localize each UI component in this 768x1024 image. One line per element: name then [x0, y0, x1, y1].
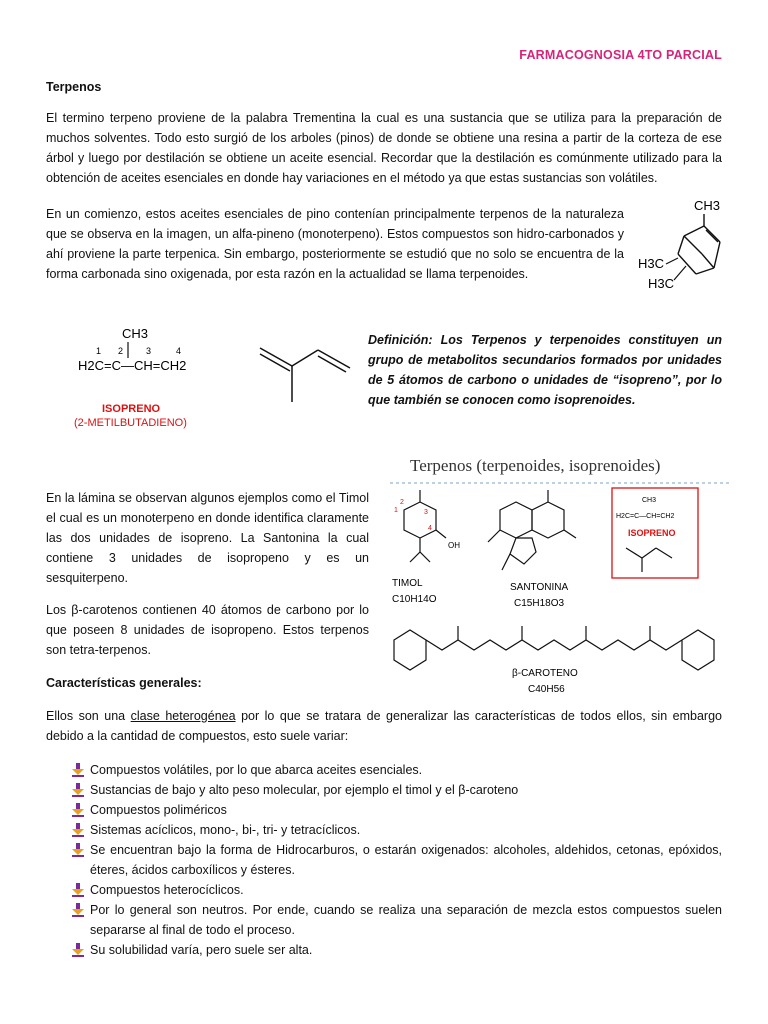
arrow-bullet-icon [72, 803, 84, 817]
section-title: Terpenos [46, 80, 102, 94]
isoprene-num-3: 3 [146, 346, 152, 356]
timol-formula: C10H14O [392, 594, 437, 605]
list-item: Compuestos volátiles, por lo que abarca aceites esenciales. [72, 760, 722, 780]
paragraph-characteristics [46, 706, 722, 746]
clase-heterogenea-link[interactable]: clase heterogénea [130, 709, 236, 723]
pinene-ch3-top: CH3 [694, 198, 721, 213]
isoprene-num-2: 2 [118, 346, 124, 356]
list-item: Sustancias de bajo y alto peso molecular, por ejemplo el timol y el β-caroteno [72, 780, 722, 800]
santonina-structure [488, 490, 576, 570]
arrow-bullet-icon [72, 903, 84, 917]
list-item: Compuestos poliméricos [72, 800, 722, 820]
beta-carotene-structure [394, 626, 714, 670]
arrow-bullet-icon [72, 943, 84, 957]
list-item: Por lo general son neutros. Por ende, cuando se realiza una separación de mezcla estos compuestos suelen separarse al final de todo el proceso. [72, 900, 722, 940]
isoprene-num-4: 4 [176, 346, 182, 356]
isoprene-ch3: CH3 [122, 326, 149, 341]
list-item: Sistemas acíclicos, mono-, bi-, tri- y tetracíclicos. [72, 820, 722, 840]
carotene-label: β-CAROTENO [512, 668, 578, 679]
paragraph-carotene: Los β-carotenos contienen 40 átomos de carbono por lo que poseen 8 unidades de isopropeno. Estos terpenos son tetra-terpenos. [46, 603, 369, 657]
definition-text: Definición: Los Terpenos y terpenoides constituyen un grupo de metabolitos secundarios formados por unidades de 5 átomos de carbono o unidades de “isopreno”, por lo que también se conocen como isoprenoides. [368, 333, 722, 407]
characteristics-list [72, 760, 722, 960]
box-formula: H2C=C—CH=CH2 [616, 513, 675, 520]
arrow-bullet-icon [72, 823, 84, 837]
isoprene-formula: H2C=C—CH=CH2 [78, 358, 187, 373]
paragraph-pinene: En un comienzo, estos aceites esenciales de pino contenían principalmente terpenos de la naturaleza que se observa en la imagen, un alfa-pineno (monoterpeno). Estos compuestos son hidro-carbonados y ahí proviene la parte terpenica. Sin embargo, posteriormente se estudió que no solo se encuentra de la forma carbonada sino oxigenada, por esta razón en la actualidad se llama terpenoides. [46, 207, 624, 281]
box-isopreno-label: ISOPRENO [628, 528, 676, 538]
isoprene-num-1: 1 [96, 346, 102, 356]
pinene-h3c-1: H3C [638, 256, 665, 271]
list-item: Su solubilidad varía, pero suele ser alta. [72, 940, 722, 960]
pinene-h3c-2: H3C [648, 276, 675, 291]
figure-title: Terpenos (terpenoides, isoprenoides) [410, 456, 661, 475]
list-item: Compuestos heterocíclicos. [72, 880, 722, 900]
isoprene-name: ISOPRENO [102, 403, 161, 415]
paragraph-intro: El termino terpeno proviene de la palabra Trementina la cual es una sustancia que se utiliza para la preparación de muchos solventes. Todo esto surgió de los arboles (pinos) de donde se obtiene una resina a partir de la corteza de ese árbol y luego por destilación se obtiene un aceite esencial. Recordar que la destilación es comúnmente utilizado para la obtención de aceites esenciales en donde hay variaciones en el método ya que estas sustancias son volátiles. [46, 111, 722, 185]
timol-oh: OH [448, 541, 460, 550]
arrow-bullet-icon [72, 763, 84, 777]
p5-end: por lo que se tratara de generalizar las características de todos ellos, sin embargo debido a la cantidad de compuestos, esto suele variar: [46, 709, 723, 743]
timol-num-3: 3 [424, 509, 428, 516]
alpha-pinene-structure [628, 196, 728, 292]
p5-start: Ellos son una [46, 709, 131, 723]
timol-label: TIMOL [392, 578, 423, 589]
terpenes-figure [380, 480, 736, 696]
santonina-formula: C15H18O3 [514, 598, 565, 609]
isoprene-structure [66, 322, 206, 432]
list-item: Se encuentran bajo la forma de Hidrocarburos, o estarán oxigenados: alcoholes, aldehidos, cetonas, epóxidos, éteres, ácidos carboxílicos y ésteres. [72, 840, 722, 880]
box-ch3: CH3 [642, 497, 657, 504]
paragraph-examples: En la lámina se observan algunos ejemplos como el Timol el cual es un monoterpeno en donde identifica claramente las dos unidades de isopreno. La Santonina la cual contiene 3 unidades de isopropeno y es un sesquiterpeno. [46, 491, 369, 585]
timol-num-2: 2 [400, 499, 404, 506]
isoprene-subname: (2-METILBUTADIENO) [74, 417, 187, 429]
timol-num-1: 1 [394, 507, 398, 514]
arrow-bullet-icon [72, 883, 84, 897]
timol-structure [404, 490, 446, 562]
carotene-formula: C40H56 [528, 684, 565, 695]
isoprene-skeletal [254, 338, 354, 408]
page-header: FARMACOGNOSIA 4TO PARCIAL [519, 48, 722, 62]
santonina-label: SANTONINA [510, 582, 569, 593]
timol-num-4: 4 [428, 525, 432, 532]
arrow-bullet-icon [72, 783, 84, 797]
arrow-bullet-icon [72, 843, 84, 857]
characteristics-title: Características generales: [46, 676, 202, 690]
